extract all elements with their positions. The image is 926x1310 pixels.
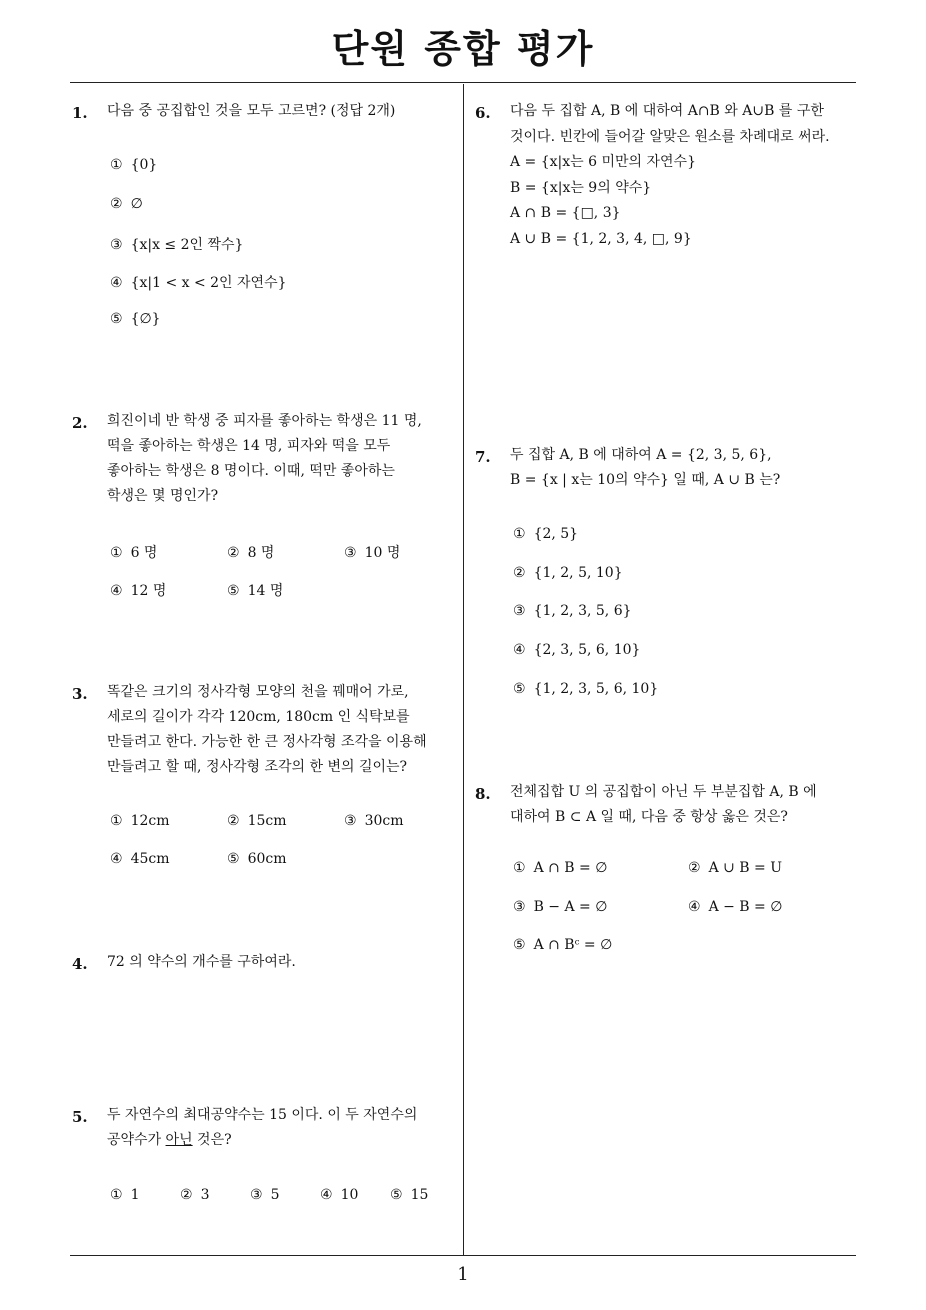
question-number: 5. — [72, 1108, 88, 1126]
option-1[interactable]: ① 6 명 — [110, 545, 158, 561]
question-5 — [72, 1108, 452, 1153]
bottom-rule — [70, 1255, 856, 1256]
option-3[interactable]: ③ {1, 2, 3, 5, 6} — [513, 603, 632, 619]
option-1[interactable]: ① {0} — [110, 157, 158, 173]
question-8 — [475, 785, 860, 830]
question-3 — [72, 685, 457, 780]
emphasis-underline: 아닌 — [165, 1132, 193, 1148]
option-2[interactable]: ② ∅ — [110, 196, 143, 212]
question-number: 3. — [72, 685, 88, 703]
option-4[interactable]: ④ 10 — [320, 1187, 359, 1203]
question-stem: 다음 두 집합 A, B 에 대하여 A∩B 와 A∪B 를 구한 것이다. 빈칸에 들어갈 알맞은 원소를 차례대로 써라. A = {x|x는 6 미만의 자연수} B = {x|x는 9의 약수} A ∩ B = {□, 3} A ∪ B = {1, 2, 3, 4, □, 9} — [510, 103, 830, 247]
option-5[interactable]: ⑤ 60cm — [227, 851, 287, 867]
question-number: 8. — [475, 785, 491, 803]
option-4[interactable]: ④ {x|1 < x < 2인 자연수} — [110, 275, 287, 291]
option-4[interactable]: ④ 45cm — [110, 851, 170, 867]
option-4[interactable]: ④ A − B = ∅ — [688, 899, 783, 915]
option-2[interactable]: ② {1, 2, 5, 10} — [513, 565, 623, 581]
question-7 — [475, 448, 860, 493]
question-stem: 다음 중 공집합인 것을 모두 고르면? (정답 2개) — [107, 103, 396, 119]
top-rule — [70, 82, 856, 83]
option-1[interactable]: ① 1 — [110, 1187, 140, 1203]
option-4[interactable]: ④ {2, 3, 5, 6, 10} — [513, 642, 641, 658]
option-1[interactable]: ① 12cm — [110, 813, 170, 829]
page-number: 1 — [457, 1264, 469, 1285]
option-2[interactable]: ② A ∪ B = U — [688, 860, 783, 876]
option-2[interactable]: ② 8 명 — [227, 545, 275, 561]
column-divider — [463, 84, 464, 1255]
option-1[interactable]: ① {2, 5} — [513, 526, 579, 542]
option-5[interactable]: ⑤ {∅} — [110, 311, 161, 327]
question-number: 1. — [72, 104, 88, 122]
option-3[interactable]: ③ B − A = ∅ — [513, 899, 608, 915]
option-5[interactable]: ⑤ A ∩ Bᶜ = ∅ — [513, 937, 613, 953]
question-6 — [475, 104, 860, 252]
question-stem: 희진이네 반 학생 중 피자를 좋아하는 학생은 11 명, 떡을 좋아하는 학생은 14 명, 피자와 떡을 모두 좋아하는 학생은 8 명이다. 이때, 떡만 좋아하는 학생은 몇 명인가? — [107, 413, 422, 504]
option-3[interactable]: ③ 10 명 — [344, 545, 401, 561]
option-5[interactable]: ⑤ {1, 2, 3, 5, 6, 10} — [513, 681, 659, 697]
question-number: 6. — [475, 104, 491, 122]
option-5[interactable]: ⑤ 14 명 — [227, 583, 284, 599]
question-number: 7. — [475, 448, 491, 466]
question-number: 4. — [72, 955, 88, 973]
question-1 — [72, 104, 452, 124]
option-3[interactable]: ③ 30cm — [344, 813, 404, 829]
option-5[interactable]: ⑤ 15 — [390, 1187, 429, 1203]
question-4 — [72, 955, 452, 975]
question-stem: 전체집합 U 의 공집합이 아닌 두 부분집합 A, B 에 대하여 B ⊂ A 일 때, 다음 중 항상 옳은 것은? — [510, 784, 817, 825]
question-stem: 두 집합 A, B 에 대하여 A = {2, 3, 5, 6}, B = {x | x는 10의 약수} 일 때, A ∪ B 는? — [510, 447, 781, 488]
option-3[interactable]: ③ {x|x ≤ 2인 짝수} — [110, 237, 244, 253]
option-4[interactable]: ④ 12 명 — [110, 583, 167, 599]
option-2[interactable]: ② 15cm — [227, 813, 287, 829]
question-stem: 똑같은 크기의 정사각형 모양의 천을 꿰매어 가로, 세로의 길이가 각각 120cm, 180cm 인 식탁보를 만들려고 한다. 가능한 한 큰 정사각형 조각을 이용해 만들려고 할 때, 정사각형 조각의 한 변의 길이는? — [107, 684, 427, 775]
question-stem: 72 의 약수의 개수를 구하여라. — [107, 954, 296, 970]
question-number: 2. — [72, 414, 88, 432]
question-2 — [72, 414, 452, 509]
option-2[interactable]: ② 3 — [180, 1187, 210, 1203]
question-stem: 두 자연수의 최대공약수는 15 이다. 이 두 자연수의 공약수가 아닌 것은? — [107, 1107, 418, 1148]
option-3[interactable]: ③ 5 — [250, 1187, 280, 1203]
page-title: 단원 종합 평가 — [331, 27, 595, 71]
option-1[interactable]: ① A ∩ B = ∅ — [513, 860, 608, 876]
